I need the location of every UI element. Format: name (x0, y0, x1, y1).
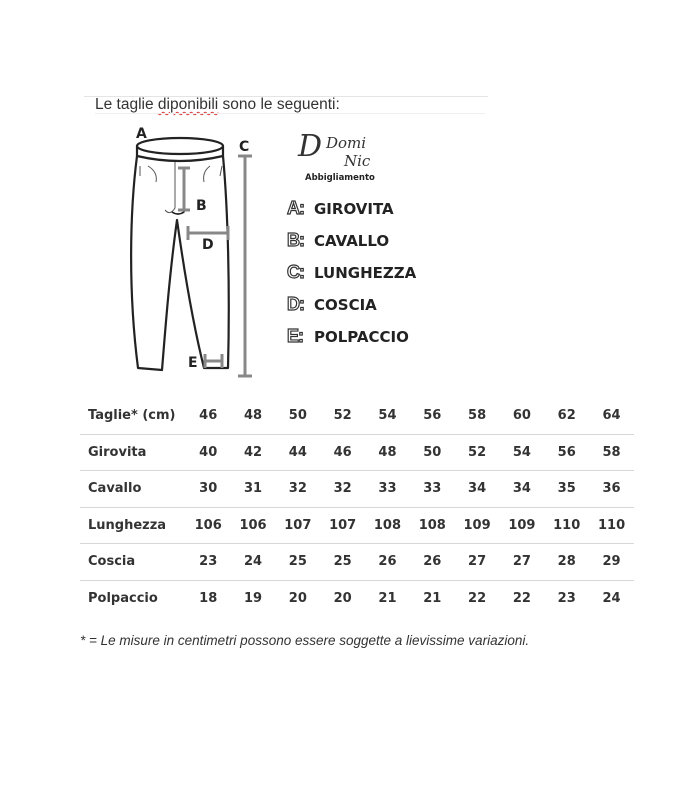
legend-key-d: D: (287, 294, 304, 314)
crotch-seam (172, 212, 184, 214)
size-table (80, 398, 634, 616)
table-cell: 42 (231, 434, 276, 471)
table-cell: 33 (365, 471, 410, 508)
legend-label-b: CAVALLO (314, 231, 390, 250)
label-d: D (202, 237, 214, 253)
legend-label-a: GIROVITA (314, 199, 394, 218)
table-cell: 50 (410, 434, 455, 471)
logo-line1: Domi (326, 134, 367, 152)
label-b: B (196, 198, 207, 214)
table-cell: 25 (320, 544, 365, 581)
logo-line2: Nic (344, 152, 371, 170)
size-cell: 64 (589, 398, 634, 434)
measure-e (205, 354, 222, 368)
table-cell: 44 (275, 434, 320, 471)
table-cell: 22 (512, 590, 531, 606)
table-cell: 24 (602, 590, 621, 606)
table-cell: 35 (544, 471, 589, 508)
table-cell: 36 (589, 471, 634, 508)
table-cell: 21 (378, 590, 397, 606)
table-row (80, 544, 634, 581)
table-cell: 27 (499, 544, 544, 581)
legend-label-d: COSCIA (314, 295, 377, 314)
legend-item-c (287, 262, 416, 283)
table-cell: 23 (186, 544, 231, 581)
table-cell: 26 (365, 544, 410, 581)
table-cell: 21 (423, 590, 442, 606)
legend-key-a: A: (287, 198, 304, 218)
measure-c (238, 156, 252, 376)
trousers-diagram (110, 120, 290, 385)
table-cell: 20 (333, 590, 352, 606)
trousers-outline (131, 156, 229, 370)
table-cell: 29 (589, 544, 634, 581)
table-header-label: Taglie* (cm) (80, 398, 186, 434)
legend-item-e (287, 326, 409, 347)
intro-underline (95, 113, 485, 114)
legend-key-b: B: (287, 230, 304, 250)
table-cell: 27 (455, 544, 500, 581)
label-a: A (136, 126, 147, 142)
table-cell: 107 (320, 507, 365, 544)
footnote: * = Le misure in centimetri possono essere soggette a lievissime variazioni. (80, 633, 530, 648)
table-cell: 54 (499, 434, 544, 471)
table-cell: 26 (410, 544, 455, 581)
table-cell: 46 (320, 434, 365, 471)
size-cell: 62 (544, 398, 589, 434)
trousers-details (140, 162, 222, 213)
legend-label-c: LUNGHEZZA (314, 263, 417, 282)
table-cell: 109 (455, 507, 500, 544)
table-cell: 106 (186, 507, 231, 544)
row-label: Lunghezza (80, 507, 186, 544)
row-label: Coscia (80, 544, 186, 581)
table-cell: 30 (186, 471, 231, 508)
domi-nic-logo (296, 128, 396, 182)
label-c: C (239, 139, 250, 155)
table-cell: 109 (499, 507, 544, 544)
legend-key-c: C: (287, 262, 304, 282)
legend-item-b (287, 230, 389, 251)
table-cell: 52 (455, 434, 500, 471)
size-cell: 48 (231, 398, 276, 434)
table-cell: 40 (186, 434, 231, 471)
table-cell: 20 (288, 590, 307, 606)
intro-text (95, 96, 340, 114)
table-cell: 56 (544, 434, 589, 471)
table-row (80, 580, 634, 616)
row-label: Girovita (80, 434, 186, 471)
table-cell: 58 (589, 434, 634, 471)
table-cell: 33 (410, 471, 455, 508)
table-cell: 107 (275, 507, 320, 544)
table-cell: 32 (275, 471, 320, 508)
table-cell: 106 (231, 507, 276, 544)
table-cell: 28 (544, 544, 589, 581)
table-header-row (80, 398, 634, 434)
waistband-ellipse (137, 138, 223, 154)
table-cell: 34 (455, 471, 500, 508)
size-cell: 46 (186, 398, 231, 434)
size-cell: 56 (410, 398, 455, 434)
table-row (80, 471, 634, 508)
table-cell: 22 (468, 590, 487, 606)
size-cell: 50 (275, 398, 320, 434)
measure-b (178, 168, 190, 210)
intro-misspelled-word: diponibili (157, 96, 219, 113)
intro-after: sono le seguenti: (218, 96, 340, 113)
table-cell: 110 (544, 507, 589, 544)
intro-before: Le taglie (95, 96, 158, 113)
table-cell: 32 (320, 471, 365, 508)
table-row (80, 434, 634, 471)
size-cell: 58 (455, 398, 500, 434)
table-cell: 48 (365, 434, 410, 471)
legend-item-a (287, 198, 394, 219)
row-label: Polpaccio (88, 590, 158, 606)
legend-item-d (287, 294, 377, 315)
table-cell: 18 (199, 590, 218, 606)
logo-initial: D (298, 129, 323, 164)
table-cell: 25 (275, 544, 320, 581)
size-cell: 60 (499, 398, 544, 434)
size-cell: 52 (320, 398, 365, 434)
logo-tagline: Abbigliamento (305, 173, 375, 182)
table-cell: 19 (243, 590, 263, 606)
table-cell: 34 (499, 471, 544, 508)
table-cell: 108 (410, 507, 455, 544)
size-cell: 54 (365, 398, 410, 434)
row-label: Cavallo (80, 471, 186, 508)
table-cell: 110 (589, 507, 634, 544)
table-cell: 23 (557, 590, 576, 606)
table-cell: 31 (231, 471, 276, 508)
legend-key-e: E: (287, 326, 303, 346)
table-row (80, 507, 634, 544)
label-e: E (188, 355, 198, 371)
legend-label-e: POLPACCIO (314, 327, 409, 346)
table-cell: 24 (231, 544, 276, 581)
table-cell: 108 (365, 507, 410, 544)
